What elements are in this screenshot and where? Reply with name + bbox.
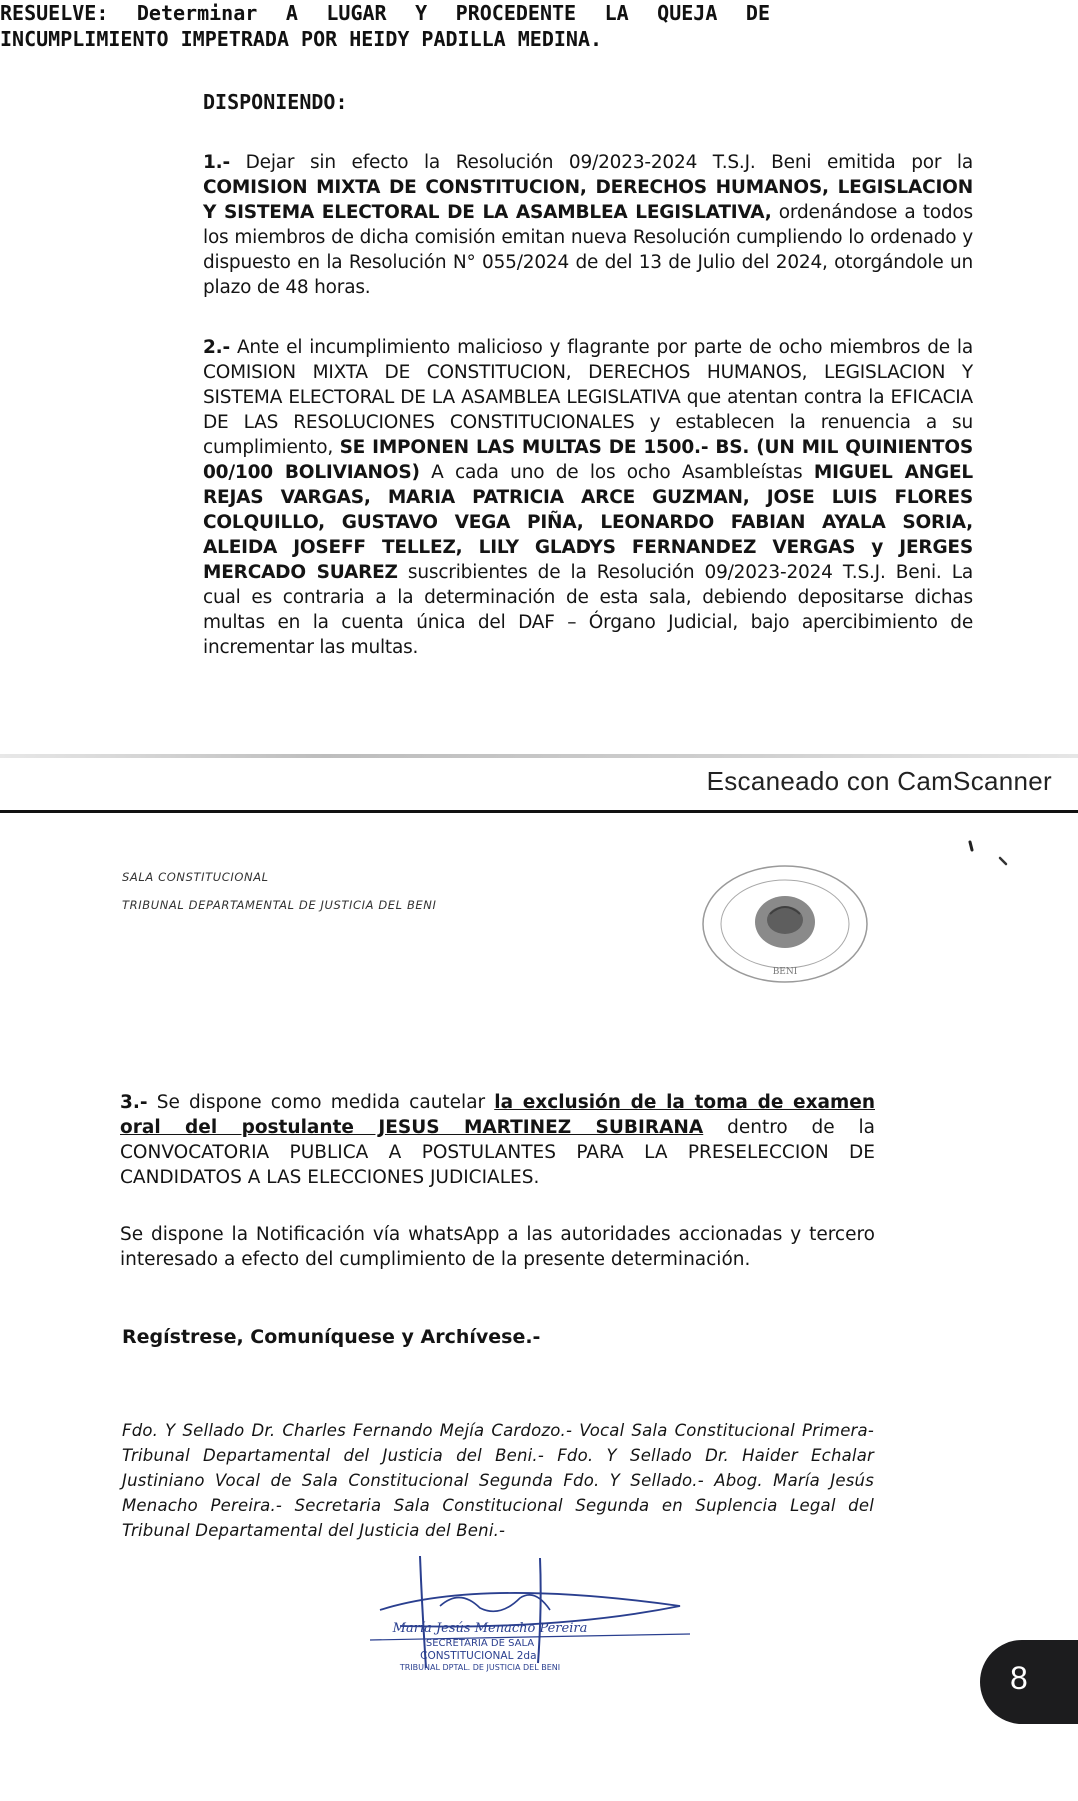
paragraph-3 [120, 1090, 875, 1190]
stamp-line1: SECRETARIA DE SALA [425, 1638, 535, 1649]
page-number: 8 [1010, 1660, 1028, 1696]
camscanner-watermark: Escaneado con CamScanner [706, 766, 1052, 796]
scan-marks-icon [960, 840, 1020, 880]
paragraph-1 [203, 150, 973, 300]
paragraph-3-text-b: dentro de la CONVOCATORIA PUBLICA A POSTULANTES PARA LA PRESELECCION DE CANDIDATOS A LAS ELECCIONES JUDICIALES. [120, 1117, 876, 1188]
paragraph-3-exclusion: la exclusión de la toma de examen oral del postulante JESUS MARTINEZ SUBIRANA [120, 1092, 875, 1138]
court-seal-icon [700, 862, 870, 986]
paragraph-2 [203, 335, 973, 660]
signatures-paragraph: Fdo. Y Sellado Dr. Charles Fernando Mejía Cardozo.- Vocal Sala Constitucional Primera-Tribunal Departamental del Justicia del Beni.- Fdo. Y Sellado Dr. Haider Echalar Justiniano Vocal de Sala Constitucional Segunda Fdo. Y Sellado.- Abog. María Jesús Menacho Pereira.- Secretaria Sala Constitucional Segunda en Suplencia Legal del Tribunal Departamental del Justicia del Beni.- [122, 1421, 874, 1540]
signature-stamp-icon [360, 1548, 700, 1688]
paragraph-2-names: MIGUEL ANGEL REJAS VARGAS, MARIA PATRICIA ARCE GUZMAN, JOSE LUIS FLORES COLQUILLO, GUSTAVO VEGA PIÑA, LEONARDO FABIAN AYALA SORIA, ALEIDA JOSEFF TELLEZ, LILY GLADYS FERNANDEZ VERGAS y JERGES MERCADO SUAREZ [203, 462, 973, 583]
notification-paragraph: Se dispone la Notificación vía whatsApp a las autoridades accionadas y tercero interesado a efecto del cumplimiento de la presente determinación. [120, 1224, 875, 1270]
paragraph-2-text-c: suscribientes de la Resolución 09/2023-2024 T.S.J. Beni. La cual es contraria a la determinación de esta sala, debiendo depositarse dichas multas en la cuenta única del DAF – Órgano Judicial, bajo apercibimiento de incrementar las multas. [203, 562, 973, 658]
paragraph-2-text-b: A cada uno de los ocho Asambleístas [419, 462, 814, 483]
scanned-page-top [0, 0, 1078, 810]
stamp-line3: TRIBUNAL DPTAL. DE JUSTICIA DEL BENI [399, 1663, 561, 1672]
paragraph-2-fines: SE IMPONEN LAS MULTAS DE 1500.- BS. (UN MIL QUINIENTOS 00/100 BOLIVIANOS) [203, 437, 973, 483]
scan-edge-strip [0, 754, 1078, 758]
paragraph-1-number: 1.- [203, 152, 230, 173]
registrese-line: Regístrese, Comuníquese y Archívese.- [122, 1326, 541, 1348]
disponiendo-heading: DISPONIENDO: [203, 90, 348, 114]
letterhead-tribunal: TRIBUNAL DEPARTAMENTAL DE JUSTICIA DEL BENI [122, 898, 437, 912]
letterhead-sala: SALA CONSTITUCIONAL [122, 870, 269, 884]
paragraph-2-number: 2.- [203, 337, 230, 358]
resuelve-heading: RESUELVE: Determinar A LUGAR Y PROCEDENTE LA QUEJA DE INCUMPLIMIENTO IMPETRADA POR HEIDY PADILLA MEDINA. [0, 1, 770, 51]
paragraph-3-number: 3.- [120, 1092, 148, 1113]
stamp-name: María Jesús Menacho Pereira [392, 1621, 588, 1636]
paragraph-1-text-b: ordenándose a todos los miembros de dicha comisión emitan nueva Resolución cumpliendo lo ordenado y dispuesto en la Resolución N° 055/2024 de del 13 de Julio del 2024, otorgándole un plazo de 48 horas. [203, 202, 973, 298]
paragraph-1-commission: COMISION MIXTA DE CONSTITUCION, DERECHOS HUMANOS, LEGISLACION Y SISTEMA ELECTORAL DE LA ASAMBLEA LEGISLATIVA, [203, 177, 973, 223]
paragraph-2-text-a: Ante el incumplimiento malicioso y flagrante por parte de ocho miembros de la COMISION MIXTA DE CONSTITUCION, DERECHOS HUMANOS, LEGISLACION Y SISTEMA ELECTORAL DE LA ASAMBLEA LEGISLATIVA que atentan contra la EFICACIA DE LAS RESOLUCIONES CONSTITUCIONALES y establecen la renuencia a su cumplimiento, [203, 337, 973, 458]
stamp-line2: CONSTITUCIONAL 2da. [420, 1650, 540, 1662]
page-divider [0, 810, 1078, 822]
page-number-badge [980, 1640, 1078, 1724]
paragraph-3-text-a: Se dispone como medida cautelar [147, 1092, 495, 1113]
svg-text:BENI: BENI [772, 967, 798, 977]
paragraph-1-text-a: Dejar sin efecto la Resolución 09/2023-2024 T.S.J. Beni emitida por la [229, 152, 973, 173]
